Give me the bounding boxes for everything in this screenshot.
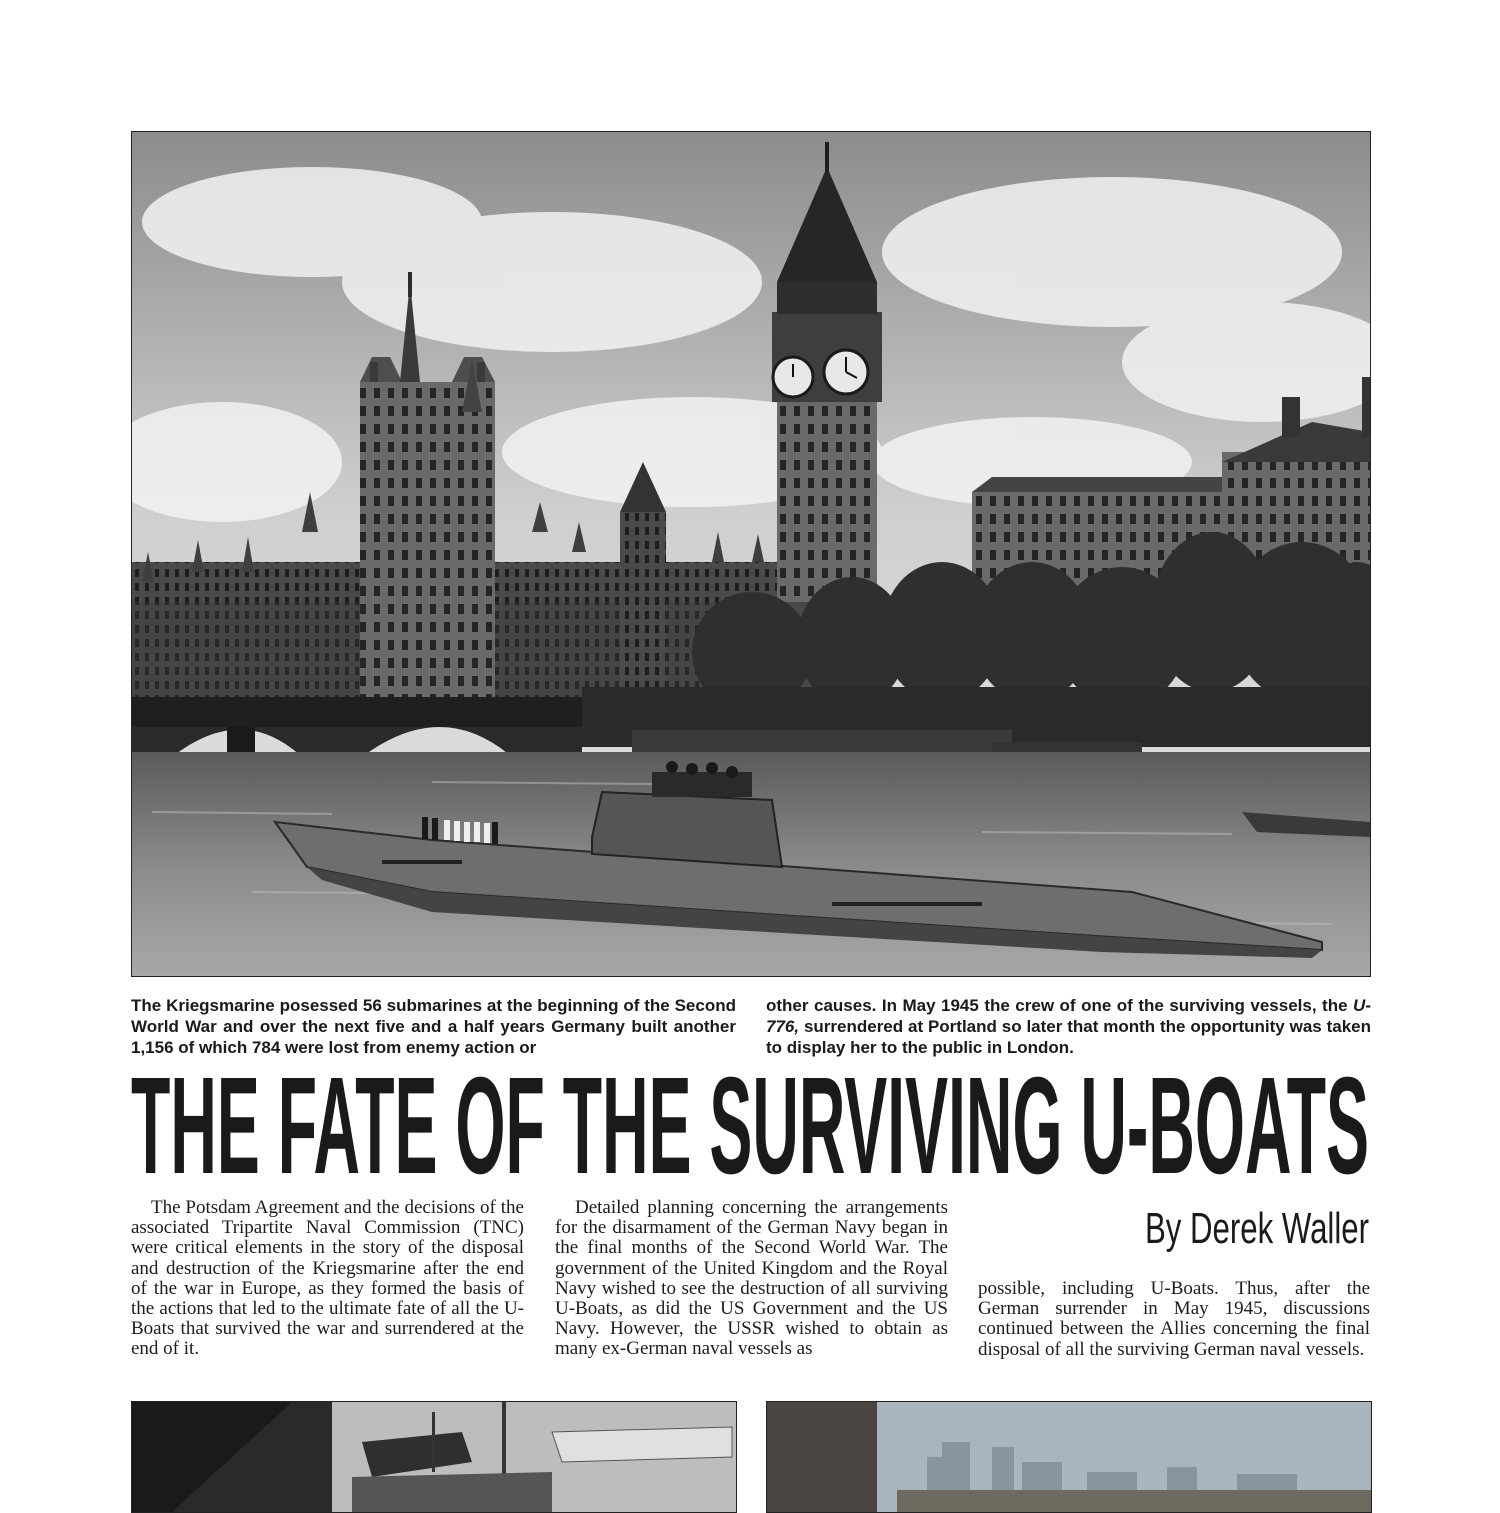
headline	[131, 1049, 1369, 1203]
dockyard-photo-illustration	[132, 1402, 736, 1512]
byline	[1000, 1203, 1369, 1253]
byline-text: By Derek Waller	[1145, 1204, 1369, 1253]
body-column-3: possible, including U-Boats. Thus, after the German surrender in May 1945, discussions continued between the Allies concerning the final disposal of all the surviving German naval vessels.	[978, 1278, 1370, 1360]
skyline-photo-illustration	[767, 1402, 1371, 1512]
photo-bottom-right	[766, 1401, 1372, 1513]
caption-vessel-name: U-776,	[766, 996, 1371, 1036]
hero-photo-illustration	[132, 132, 1370, 976]
body-column-1: The Potsdam Agreement and the decisions of the associated Tripartite Naval Commission (TNC) were critical elements in the story of the disposal and destruction of the Kriegsmarine after the end of the war in Europe, as they formed the basis of the actions that led to the ultimate fate of all the U-Boats that survived the war and surrendered at the end of it.	[131, 1197, 524, 1360]
hero-photo	[131, 131, 1371, 977]
headline-text: THE FATE OF THE SURVIVING U-BOATS	[131, 1049, 1369, 1203]
caption-right-text-2: surrendered at Portland so later that month the opportunity was taken to display her to the public in London.	[766, 1017, 1371, 1057]
caption-left-text: The Kriegsmarine posessed 56 submarines at the beginning of the Second World War and over the next five and a half years Germany built another 1,156 of which 784 were lost from enemy action or	[131, 996, 736, 1057]
caption-right-text-1: other causes. In May 1945 the crew of one of the surviving vessels, the	[766, 996, 1354, 1015]
photo-bottom-left	[131, 1401, 737, 1513]
pier	[632, 730, 1012, 752]
body-column-2: Detailed planning concerning the arrangements for the disarmament of the German Navy began in the final months of the Second World War. The government of the United Kingdom and the Royal Navy wished to see the destruction of all surviving U-Boats, as did the US Government and the US Navy. However, the USSR wished to obtain as many ex-German naval vessels as	[555, 1197, 948, 1360]
